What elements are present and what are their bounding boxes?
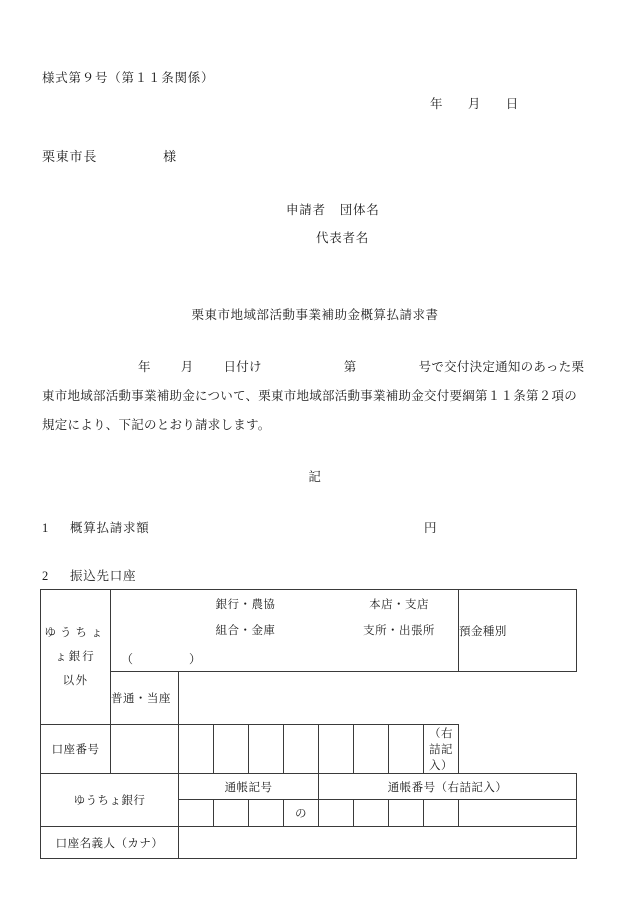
account-number-box[interactable] (249, 725, 284, 774)
bank-kana-parenthesis (121, 650, 201, 667)
body-dai-label: 第 (343, 360, 357, 374)
applicant-organization-line (286, 200, 380, 218)
account-number-box[interactable] (214, 725, 249, 774)
addressee (42, 146, 177, 165)
organization-name-label: 団体名 (339, 203, 380, 217)
branch-type-label-2: 支所・出張所 (363, 625, 435, 637)
non-yucho-label-line3: 以外 (62, 675, 89, 687)
date-year-label: 年 (430, 97, 444, 111)
item-2-number: 2 (42, 569, 49, 583)
date-month-label: 月 (467, 97, 482, 111)
cell-deposit-kind-value[interactable]: 普通・当座 (111, 672, 179, 725)
non-yucho-label-line2: ょ銀行 (55, 651, 96, 663)
account-number-box[interactable] (111, 725, 179, 774)
table-row (41, 827, 577, 859)
account-number-box[interactable] (179, 725, 214, 774)
account-number-box[interactable] (284, 725, 319, 774)
passbook-symbol-box[interactable] (214, 800, 249, 827)
paren-close: ） (189, 652, 202, 666)
passbook-symbol-box[interactable] (249, 800, 284, 827)
body-month-label: 月 (180, 360, 194, 374)
passbook-number-box[interactable] (354, 800, 389, 827)
bank-type-label: 銀行・農協 (215, 599, 276, 611)
body-line2: 部活動事業補助金について、栗東市地域部活動事業補助金交付要綱第１１条第２項の規定により、 (42, 389, 578, 432)
passbook-number-box[interactable] (319, 800, 354, 827)
passbook-number-box[interactable] (459, 800, 577, 827)
table-row (41, 672, 577, 725)
applicant-representative-line: 代表者名 (316, 231, 370, 245)
addressee-honorific: 様 (163, 149, 177, 164)
passbook-no-particle: の (284, 800, 319, 827)
body-year-label: 年 (138, 360, 151, 374)
cell-account-holder-value[interactable] (179, 827, 577, 859)
table-row (41, 590, 577, 672)
item-2-account-row (42, 566, 136, 584)
cell-yucho-label: ゆうちょ銀行 (41, 774, 179, 827)
date-day-label: 日 (505, 97, 520, 111)
addressee-name: 栗東市長 (42, 149, 98, 164)
passbook-number-box[interactable] (389, 800, 424, 827)
body-line3: 下記のとおり請求します。 (118, 418, 271, 432)
account-number-box[interactable] (354, 725, 389, 774)
cell-bank-name-entry[interactable] (111, 590, 459, 672)
form-number: 様式第９号（第１１条関係） (42, 71, 215, 85)
account-number-box[interactable] (389, 725, 424, 774)
item-1-unit: 円 (424, 521, 438, 535)
account-number-box[interactable] (319, 725, 354, 774)
cell-deposit-kind-header: 預金種別 (459, 590, 577, 672)
item-1-label: 概算払請求額 (70, 521, 150, 535)
cell-non-yucho-label (41, 590, 111, 725)
ki-mark: 記 (308, 470, 322, 484)
paren-open: （ (121, 652, 134, 666)
body-dated-label: 日付け (223, 360, 262, 374)
cell-passbook-symbol-header: 通帳記号 (179, 774, 319, 800)
item-1-amount-row (42, 518, 438, 536)
table-row (41, 774, 577, 800)
non-yucho-label-line1: ゆうちょ (44, 627, 107, 639)
passbook-number-box[interactable] (424, 800, 459, 827)
account-number-right-align-note: （右詰記入） (424, 725, 459, 774)
applicant-label: 申請者 (286, 203, 326, 217)
passbook-symbol-box[interactable] (179, 800, 214, 827)
bank-type-label-2: 組合・金庫 (215, 625, 276, 637)
table-row (41, 725, 577, 774)
transfer-account-table (40, 589, 577, 859)
cell-account-number-label: 口座番号 (41, 725, 111, 774)
branch-type-label: 本店・支店 (369, 599, 429, 611)
item-1-number: 1 (42, 521, 49, 535)
cell-account-holder-label: 口座名義人（カナ） (41, 827, 179, 859)
page-title: 栗東市地域部活動事業補助金概算払請求書 (191, 308, 439, 322)
item-2-label: 振込先口座 (70, 569, 137, 583)
body-line1-rest: 号で交付決定通知のあった栗東市地域 (42, 360, 585, 403)
cell-passbook-number-header: 通帳番号（右詰記入） (319, 774, 577, 800)
body-paragraph (42, 353, 588, 440)
date-line (430, 94, 519, 112)
